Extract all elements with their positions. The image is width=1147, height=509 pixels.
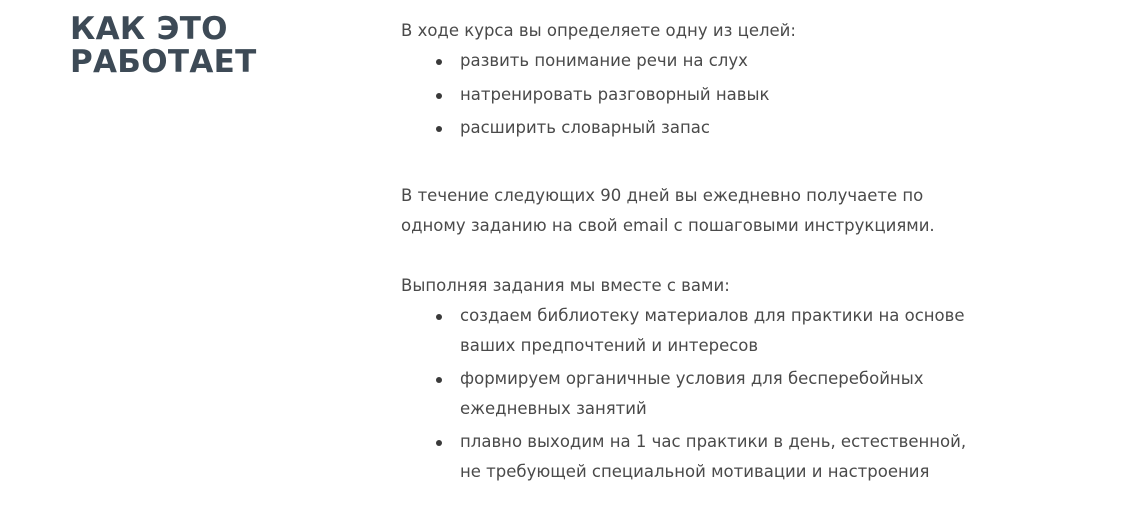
goals-list	[401, 46, 1021, 143]
bullet-icon	[436, 126, 442, 132]
list-item: натренировать разговорный навык	[401, 80, 1021, 110]
section-heading	[70, 13, 257, 79]
list-item: формируем органичные условия для бесперебойных ежедневных занятий	[401, 364, 1021, 424]
heading-line-2: РАБОТАЕТ	[70, 44, 257, 80]
process-list	[401, 301, 1021, 487]
schedule-paragraph	[401, 181, 1021, 241]
goals-intro: В ходе курса вы определяете одну из целей:	[401, 21, 796, 40]
heading-line-1: КАК ЭТО	[70, 11, 228, 47]
bullet-icon	[436, 377, 442, 383]
list-item: создаем библиотеку материалов для практики на основе ваших предпочтений и интересов	[401, 301, 1021, 361]
bullet-icon	[436, 59, 442, 65]
bullet-icon	[436, 440, 442, 446]
bullet-icon	[436, 314, 442, 320]
schedule-line-1: В течение следующих 90 дней вы ежедневно получаете по	[401, 185, 924, 205]
schedule-line-2: одному заданию на свой email с пошаговыми инструкциями.	[401, 215, 935, 235]
list-item: расширить словарный запас	[401, 113, 1021, 143]
list-item: плавно выходим на 1 час практики в день, естественной, не требующей специальной мотивации и настроения	[401, 427, 1021, 487]
bullet-icon	[436, 93, 442, 99]
content-column	[401, 16, 1021, 490]
process-intro: Выполняя задания мы вместе с вами:	[401, 275, 730, 295]
list-item: развить понимание речи на слух	[401, 46, 1021, 76]
